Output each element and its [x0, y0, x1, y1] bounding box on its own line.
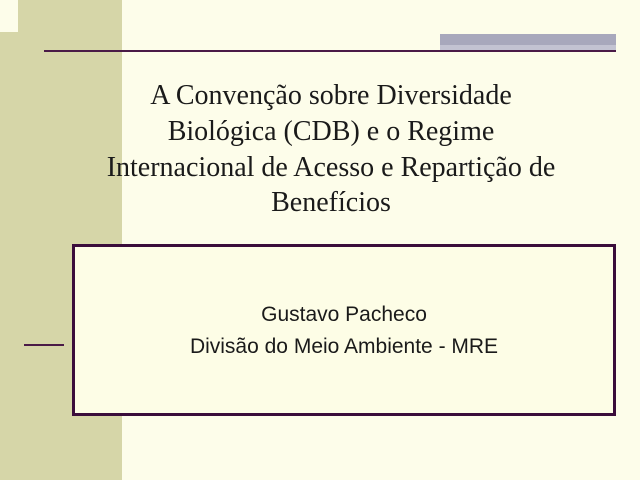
author-name: Gustavo Pacheco	[261, 303, 427, 326]
top-horizontal-rule	[44, 50, 616, 52]
band-notch-decoration	[0, 0, 18, 32]
left-tick-decoration	[24, 344, 64, 346]
slide-title: A Convenção sobre Diversidade Biológica (CDB) e o Regime Internacional de Acesso e Repartição de Benefícios	[106, 80, 556, 219]
author-block	[75, 299, 613, 362]
top-accent-bar	[440, 34, 616, 45]
author-affiliation: Divisão do Meio Ambiente - MRE	[189, 334, 499, 358]
author-box	[72, 244, 616, 416]
